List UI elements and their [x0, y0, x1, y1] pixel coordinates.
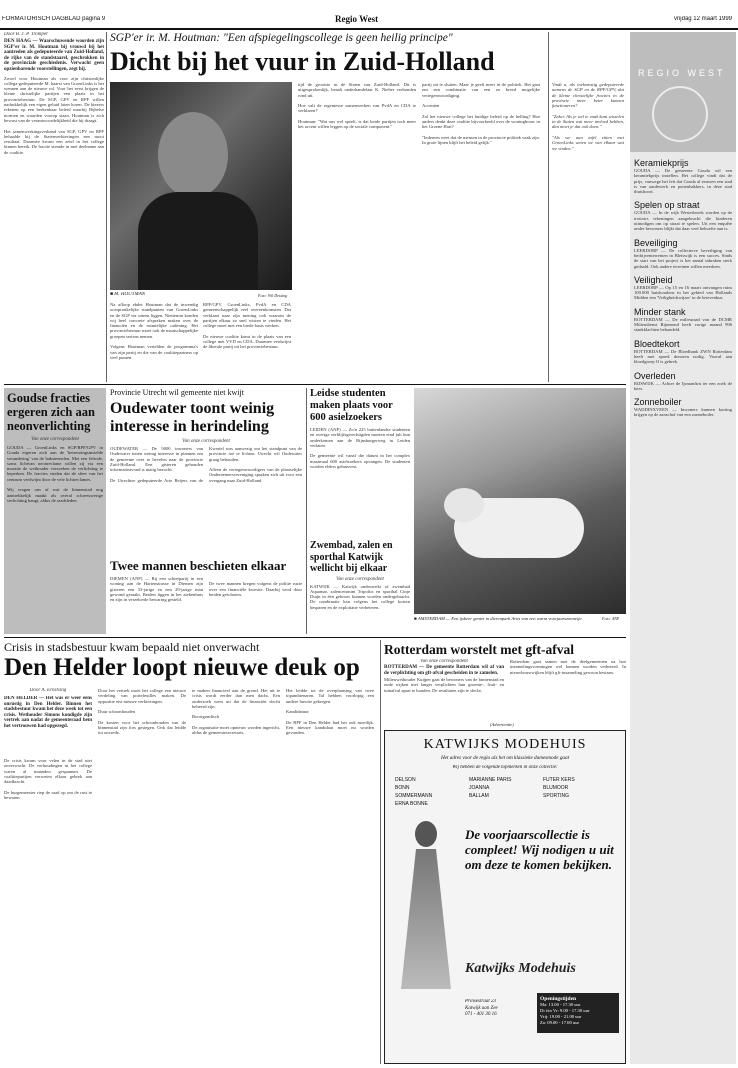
article-body: DIEMEN (ANP) — Bij een schietpartij in een woning aan de Hartenstrasse in Diemen zijn gisteren een 33-jarige en een 29-jarige man gewond geraakt. Beiden liggen in het ziekenhuis en zijn in verzekerde bewaring gesteld. De twee mannen kregen volgens de politie ruzie over een financiële kwestie. Daarbij werd door beiden geschoten. — [110, 576, 302, 603]
body-col-2: Door het vertrek moet het college een nieuwe verdeling van portefeuilles maken. De oppositie eist nieuwe verkiezingen. Duur schoonhouden De kosten voor het schoonhouden van de binnenstad zijn fors gestegen. Ook dat leidde tot onvrede. — [98, 688, 186, 736]
article-byline: Door B. J. P. Tromper — [4, 32, 49, 37]
article-headline: Rotterdam worstelt met gft-afval — [384, 642, 575, 657]
article-body: OUDEWATER — De 9000 inwoners van Oudewater tonen weinig interesse in plannen om de gemeente over te hevelen naar de provincie Zuid-Holland. Een gisteren gehouden informatieavond is matig bezocht. De Utrechtse gedeputeerde Arie Reijers van de Kwartel was aanwezig om het standpunt van de provincie toe te lichten. Utrecht wil Oudewater graag behouden. Alleen de vertegenwoordigers van de plaatselijke Ondernemersvereniging spraken zich uit voor een overgang naar Zuid-Holland. — [110, 446, 302, 483]
body-col-4: Het leidde tot de overplaatsing van twee topambtenaren. Tal hebben voorlopig een andere functie gekregen. Kandidatuur De RPF in Den Helder had het ook moeilijk. Een nieuwe kandidaat moet nu worden gevonden. — [286, 688, 374, 736]
article-headline: Oudewater toont weinig interesse in herindeling — [110, 400, 275, 435]
sidebar-item-title: Zonneboiler — [634, 397, 682, 408]
body-col-3: te maken financieel aan de grond. Het uit te crisis wordt eerder dan men dacht. Een onderzoek wees uit dat de financiën slecht beheerd zijn. Boortgondisch De organisatie moet opnieuw worden ingericht, aldus de gemeentesecretaris. — [192, 688, 280, 736]
sidebar-item-title: Spelen op straat — [634, 200, 700, 211]
body-col-5: Vindt u, als toekomstig gedeputeerde namens de SGP en de RPF/GPV, dat de kleine christelijke fracties in de provincie meer beter kunnen functioneren? "Zeker. Als je wel te vaak kunt wisselen in de Staten wat meer invloed hebben, dan moet je dat ook doen." "Als we aan tafel zitten met GroenLinks weten we van elkaar wat we vinden." — [552, 82, 624, 151]
column-divider — [106, 32, 107, 382]
ad-brand: JOANNA — [469, 785, 490, 791]
sidebar-item-body: ROTTERDAM — De Bloedbank ZWN Rotterdam heeft met spoed donoren nodig. Vooral aan bloedgroep O is gebrek. — [634, 348, 732, 365]
ad-brand: BONN — [395, 785, 410, 791]
article-headline: Leidse studenten maken plaats voor 600 asielzoekers — [310, 388, 393, 423]
article-lead: DEN HAAG — Waarschuwende woorden zijn SGP'er ir. M. Houtman bij vrouwd bij het aantreden als gedeputeerde van Zuid-Holland, de rijke van de standstaarel, geschrokken in de provinciale geschiedenis. Verwacht geen opzienbarende voorstellingen, zegt hij. — [4, 39, 104, 72]
article-kicker: SGP'er ir. M. Houtman: "Een afspiegelingscollege is geen heilig principe" — [110, 32, 453, 44]
article-twee-mannen — [110, 558, 302, 634]
article-byline: Van onze correspondent — [31, 437, 79, 442]
ad-brand-list — [395, 777, 617, 809]
ad-brand: FUTER KERS — [543, 777, 575, 783]
sidebar-item — [634, 307, 732, 333]
ad-address: Prinsestraat 23 Katwijk aan Zee 071 - 401 30 16 — [465, 999, 498, 1017]
sidebar-item-body: RIJSWIJK — Achter de Ijsmanfirn ter een zoek de kees. — [634, 380, 732, 391]
ad-logo: Katwijks Modehuis — [465, 961, 576, 976]
article-lead: ROTTERDAM — De gemeente Rotterdam wil af van de verplichting om gft-afval gescheiden in te zamelen. — [384, 665, 504, 676]
compass-icon — [652, 86, 708, 142]
article-den-helder — [4, 640, 378, 1064]
ad-dress-illustration — [391, 821, 461, 991]
sidebar-item-title: Beveiliging — [634, 237, 678, 248]
column-divider — [306, 388, 307, 634]
article-body: LEIDEN (ANP) — Zo'n 225 buitenlandse studenten en overige verblijfsgerechtigden moeten eind juli hun onderkomen aan de Rijnsburgerweg in Leiden verlaten. De gemeente wil vanaf die datum in het complex maximaal 600 asielzoekers opvangen. De studenten worden elders gehuisvest. — [310, 427, 410, 470]
body-col-1: Milieuwethouder Kuijper gaat de bewoners van de binnenstad en oude wijken niet langer verplichten hun groente-, fruit- en tuinafval apart te houden. De resultaten zijn te slecht. — [384, 677, 504, 693]
article-body: KATWIJK — Katwijk onderzoekt of zwembad Aquamar, zalencentrum Tripoliis en sporthal Cinje Duijn in één gebouw kunnen worden ondergebracht. De combinatie kan volgens het college kosten besparen en de exploitatie verbeteren. — [310, 583, 410, 610]
ad-brand: MARIANNE PARIS — [469, 777, 512, 783]
sidebar-item-body: GOUDA — In de wijk Westerbroek worden op de trottoirs tekeningen aangebracht die kinderen uitnodigen om op straat te spelen. Uit een enquête onder bewoners blijkt dat daar veel behoefte aan is. — [634, 210, 732, 232]
ad-katwijks-modehuis — [384, 730, 626, 1064]
article-headline: Den Helder loopt nieuwe deuk op — [4, 654, 360, 681]
article-kicker: Crisis in stadsbestuur kwam bepaald niet onverwacht — [4, 640, 260, 654]
article-houtman — [110, 32, 545, 382]
article-headline: Twee mannen beschieten elkaar — [110, 558, 287, 573]
photo-caption: ■ M. HOUTMAN — [110, 292, 146, 297]
article-body: GOUDA — GroenLinks en SGP/RPF/GPV in Gouda ergeren zich aan de 'betreuringsinstelde verandering' van de baksteenelen. Met een felrode, soms lichtvan neonreclame willen zij via een moratie de wethouder verzoeken de verlichting te beperken. De fracties vinden dat de sfeer van het centrum verdwijnt door de vele lichtreclames. Wij vragen ons af wat de binnenstad nog aantrekkelijk maakt als overal schreeuwerige verlichting hangt, aldus de raadsleden. — [7, 445, 103, 503]
sidebar-item-title: Minder stank — [634, 306, 686, 317]
sidebar-item-body: LEERDORP — De collectieve beveiliging van bedrijventerreinen in Bleiswijk is een succes. Sinds de start van het project is het aantal inbraken sterk gedaald. Ook andere terreinen willen meedoen. — [634, 247, 732, 269]
body-col-2: Rotterdam gaat samen met de deelgemeenten na hoe inzamelingsvormingen wel kunnen worden verbeterd. In nieuwbouwwijken blijft gft-inzameling gewoon bestaan. — [510, 659, 626, 675]
body-col-2: RPF/GPV, GroenLinks, PvdA en CDA gemeenschappelijk veel overeenkomsten. Dat verklaart naar zijn mening ook waarom de partijen elkaar zo snel wisten te vinden. Het college moet met een brede basis werken. De nieuwe coalitie komt in de plaats van een college met VVD en CDA. Daarmee verdwijnt de liberale partij uit het provinciebestuur. — [203, 302, 291, 350]
sidebar-item-body: GOUDA — De gemeente Gouda wil een keramiekprijs instellen. Het college vindt dat de prijs, vanwege het feit dat Gouda al eeuwen een stad is van aardewerk en pottenbakkers, in deze stad thuishoort. — [634, 168, 732, 195]
ad-hours: Ma: 13.00 - 17.30 uur Di t/m Vr: 9.00 - 17.30 uur Vrij: 19.00 - 21.00 uur Za: 09.00 - 17.00 uur — [540, 1002, 590, 1025]
polar-bear-photo — [414, 388, 626, 614]
article-byline: Door A. Ernstsing — [29, 688, 67, 693]
ad-brand: BLUMOOR — [543, 785, 569, 791]
sidebar-item — [634, 397, 732, 418]
article-headline: Dicht bij het vuur in Zuid-Holland — [110, 47, 495, 76]
article-byline: Van onze correspondent — [336, 576, 384, 582]
page-header — [0, 14, 738, 28]
article-leidse — [310, 388, 410, 538]
header-rule — [0, 28, 738, 30]
sidebar-label: REGIO WEST — [638, 68, 726, 78]
body-col-1: Na afloop ebdet Houtman dat de inwendig oorspronkelijke standpunten van GroenLinks en de SGP ver uiteen liggen. Niettemin konden wij heel concrete afspraken maken over de financiën en de ruimtelijke ordening. Het provinciebestuur moet ook de maatschappelijke groepen serieus nemen. Volgens Houtman vertelden de programma's van zijn partij en die van de coalitiepartners op veel punten. — [110, 302, 198, 360]
ad-brand: BALLAM — [469, 793, 489, 799]
article-byline: Van onze correspondent — [182, 439, 230, 444]
ad-brand: SPORTING — [543, 793, 570, 799]
ad-brands-label: Wij hebben de volgende topmerken in onze collectie: — [452, 765, 558, 770]
sidebar-item-body: LEERDORP — Op 15 en 16 maart ontvangen ruim 100.000 huishoudens in het gebied van Hollands Midden een 'Veiligheidswijzer' in de brievenbus. — [634, 284, 732, 301]
ad-hours-box — [537, 993, 619, 1033]
sidebar-items — [634, 158, 732, 1058]
ad-brand: DELSON — [395, 777, 416, 783]
article-kicker: Provincie Utrecht wil gemeente niet kwijt — [110, 388, 244, 397]
article-headline: Goudse fracties ergeren zich aan neonverlichting — [7, 391, 95, 433]
body-col-1: De crisis kwam voor velen in de stad niet onverwacht. De verhoudingen in het college waren al maanden gespannen. De coalitiepartijen verweten elkaar gebrek aan daadkracht. De burgemeester riep de raad op om de rust te bewaren. — [4, 758, 92, 801]
sidebar-item — [634, 275, 732, 301]
sidebar-item — [634, 200, 732, 231]
body-col-3: tijd de grootste in de Staten van Zuid-Holland. Dit is uitgesprokenlijk, beaalt onderhandelaar K. Nieber verbonden rond uit. Hoe valt de regentesse samenwerken van PvdA en CDA te verklaren? Houtman: "Wat ons wel speelt, is dat beide partijen toch meer het accent willen leggen op de sociale component." — [298, 82, 416, 130]
article-byline: Van onze correspondent — [420, 659, 468, 664]
column-divider — [380, 640, 381, 1064]
article-headline: Zwembad, zalen en sporthal Katwijk wellicht bij elkaar — [310, 540, 393, 574]
article-goudse-box — [4, 388, 106, 634]
ad-brand: SOMMERMANN — [395, 793, 433, 799]
sidebar-item-body: ROTTERDAM — De milieuraad van de DCMR Milieudienst Rijnmond heeft vorige maand 996 stankklachten behandeld. — [634, 316, 732, 333]
header-center: Regio West — [335, 14, 379, 24]
photo-credit: Foto: Wil Dessing — [258, 293, 288, 298]
sidebar-item — [634, 238, 732, 269]
ad-brand: ERNA BONNE — [395, 801, 428, 807]
sidebar-banner — [630, 32, 736, 152]
column-divider — [548, 32, 549, 382]
article-rotterdam — [384, 642, 626, 718]
sidebar-item-body: WADDINXVEEN — Inwoners kunnen korting krijgen op de aanschaf van een zonneboiler. — [634, 407, 732, 418]
sidebar-item — [634, 339, 732, 365]
article-lead: DEN HELDER — Het was er weer eens onrustig in Den Helder. Binnen het stadsbestuur kwam het deze week tot een crisis. Wethouder Simons kondigde zijn vertrek aan nadat de gemeenteraad hem het vertrouwen had opgezegd. — [4, 696, 92, 729]
sidebar-item-title: Veiligheid — [634, 274, 673, 285]
ad-label: (Advertentie) — [490, 722, 514, 727]
sidebar-item — [634, 158, 732, 194]
ad-headline: De voorjaarscollectie is compleet! Wij nodigen u uit om deze te komen bekijken. — [465, 827, 614, 872]
sidebar-item-title: Keramiekprijs — [634, 158, 689, 168]
ad-title: KATWIJKS MODEHUIS — [423, 737, 587, 752]
article-oudewater — [110, 388, 302, 556]
regio-sidebar — [630, 32, 736, 1064]
section-rule — [4, 637, 626, 638]
portrait-photo — [110, 82, 292, 290]
header-right: vrijdag 12 maart 1999 — [673, 16, 732, 22]
header-left: FORMATORISCH DAGBLAD pagina 9 — [2, 16, 106, 22]
sidebar-item-title: Overleden — [634, 370, 676, 381]
ad-subtitle: Het adres voor de regio als het om klassieke damesmode gaat — [440, 755, 570, 761]
section-rule — [4, 384, 626, 385]
photo-caption: ■ AMSTERDAM — Een ijsbeer geniet in dierenpark Artis van een warm voorjaarszonnetje. — [414, 616, 583, 621]
article-body: Zowel voor Houtman als voor zijn christenlijke collega-gedeputeerde M. haarst van GroenLinks is het wennen aan de nieuwe rol. Voor het eerst krijgen de kleine christelijke partijen een plaats in het provinciebestuur. De SGP, GPV en RPF willen nadrukkelijk een eigen geluid laten horen. De kiezers rekenen op een herkenbaar beleid waarbij Bijbelse normen en waarden voorop staan. Houtman is zich bewust van de verantwoordelijkheid die hij draagt. Het samenwerkingsverband van SGP, GPV en RPF behaalde bij de Statenverkiezingen een mooi resultaat. Daarmee kwam een zetel in het college binnen bereik. De fractie stemde in met deelname aan de coalitie. — [4, 75, 104, 155]
ad-hours-title: Openingstijden — [540, 996, 577, 1002]
article-zwembad — [310, 540, 410, 634]
sidebar-item — [634, 371, 732, 392]
photo-credit: Foto: ANP — [602, 616, 620, 621]
sidebar-item-title: Bloedtekort — [634, 338, 680, 349]
body-col-4: partij uit te sluiten. Maar je geeft meer in de politiek. Het gaat om een combinatie van een zo breed mogelijke vertegenwoordiging. Accenten Zal het nieuwe college het huidige beleid op de helling? Hoe anders denkt deze coalitie bijvoorbeeld over de woningbouw in het Groene Hart? "Iedereen weet dat de mensen in de provincie politiek vaak zijn. In grote lijnen blijft het beleid gelijk." — [422, 82, 540, 146]
article-left-top — [4, 32, 104, 382]
